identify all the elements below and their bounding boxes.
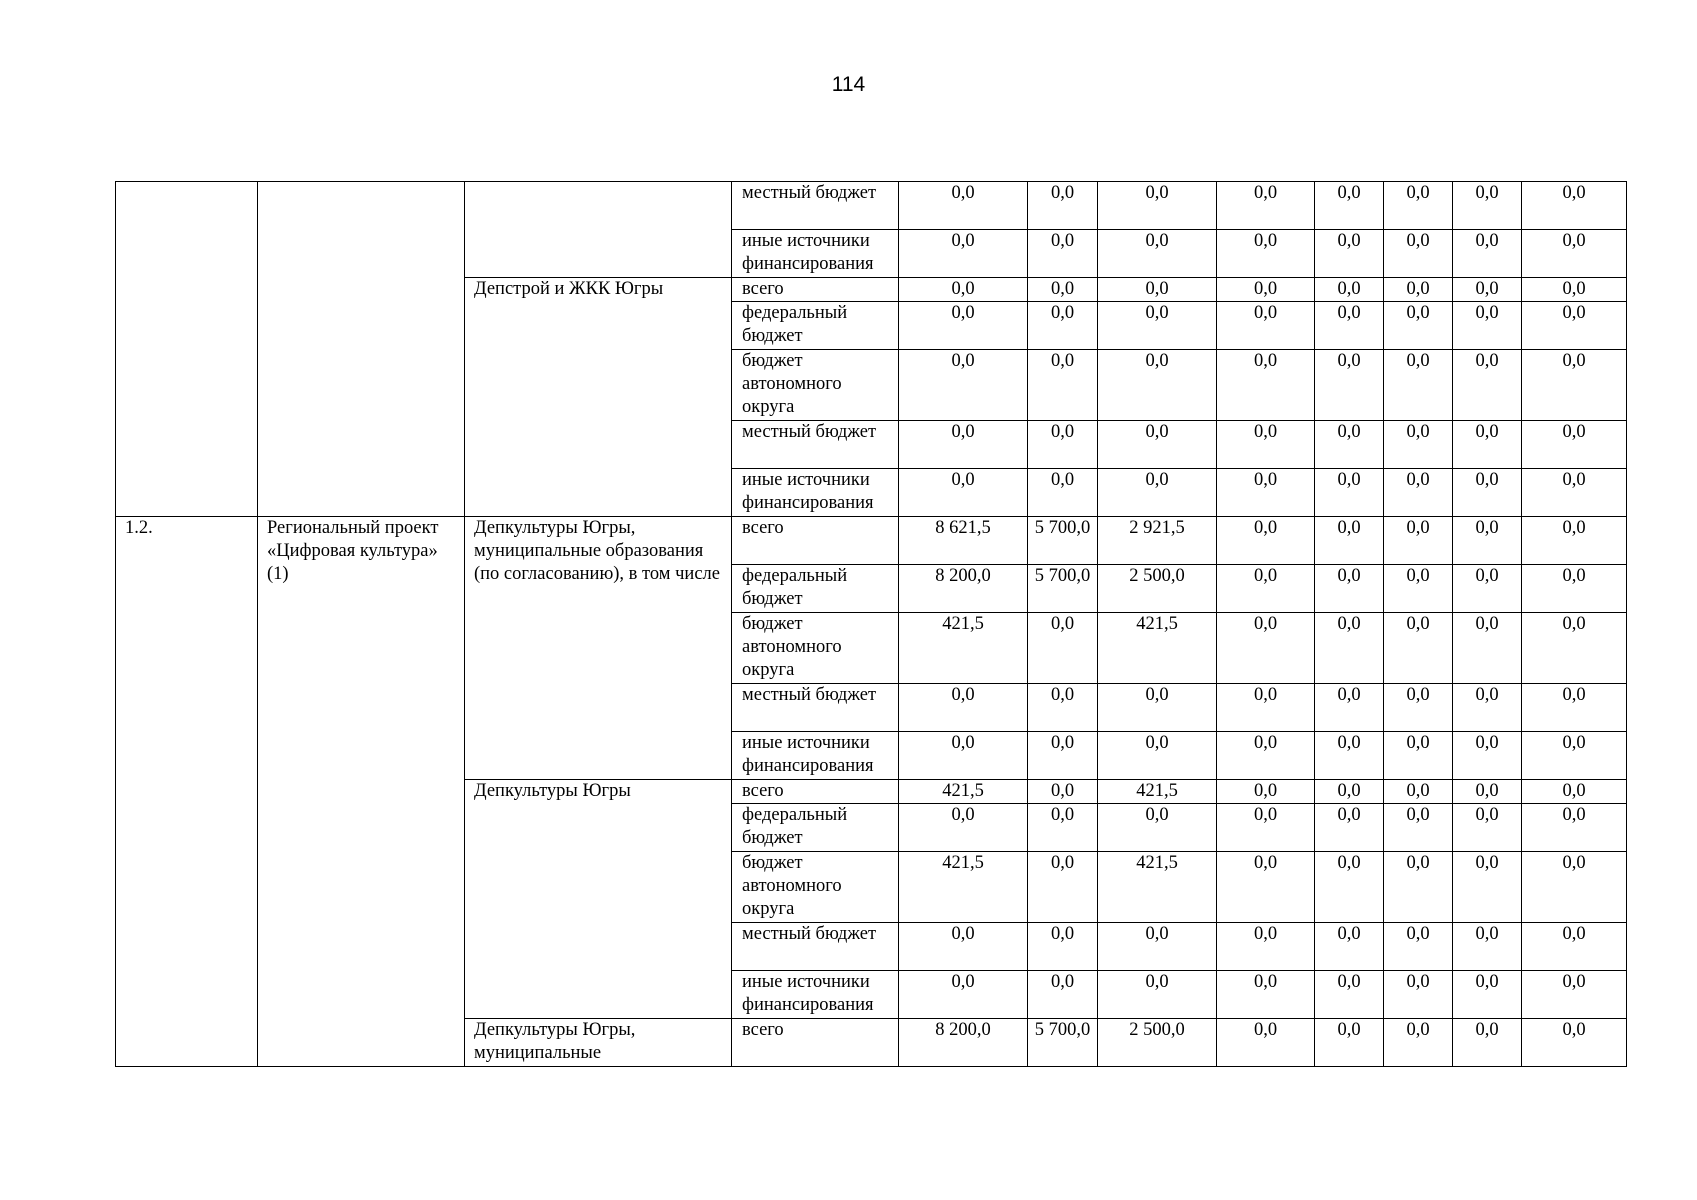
value-cell: 0,0 (1315, 565, 1384, 613)
value-cell: 0,0 (1028, 421, 1098, 469)
value-cell: 0,0 (1028, 923, 1098, 971)
value-cell: 0,0 (899, 278, 1028, 302)
value-cell: 0,0 (1217, 732, 1315, 780)
value-cell: 0,0 (1028, 350, 1098, 421)
value-cell: 0,0 (1098, 278, 1217, 302)
value-cell: 0,0 (1217, 350, 1315, 421)
value-cell: 0,0 (1453, 565, 1522, 613)
value-cell: 0,0 (1098, 732, 1217, 780)
value-cell: 0,0 (1098, 469, 1217, 517)
value-cell: 0,0 (1028, 684, 1098, 732)
value-cell: 0,0 (1384, 852, 1453, 923)
value-cell: 0,0 (1315, 684, 1384, 732)
value-cell: 8 200,0 (899, 565, 1028, 613)
value-cell: 0,0 (1522, 278, 1627, 302)
source-cell: местный бюджет (732, 923, 899, 971)
value-cell: 0,0 (1217, 804, 1315, 852)
value-cell: 0,0 (1384, 469, 1453, 517)
value-cell: 0,0 (1522, 1019, 1627, 1067)
table-row (116, 182, 1627, 230)
value-cell: 0,0 (1098, 350, 1217, 421)
value-cell: 0,0 (1217, 469, 1315, 517)
value-cell: 0,0 (1453, 302, 1522, 350)
value-cell: 0,0 (899, 421, 1028, 469)
budget-table (115, 181, 1627, 1067)
value-cell: 0,0 (899, 302, 1028, 350)
value-cell: 0,0 (1028, 469, 1098, 517)
value-cell: 0,0 (1453, 732, 1522, 780)
value-cell: 0,0 (1453, 613, 1522, 684)
value-cell: 0,0 (1522, 780, 1627, 804)
value-cell: 0,0 (1217, 302, 1315, 350)
value-cell: 0,0 (1384, 421, 1453, 469)
value-cell: 0,0 (1453, 923, 1522, 971)
value-cell: 0,0 (1384, 1019, 1453, 1067)
value-cell: 0,0 (899, 923, 1028, 971)
value-cell: 421,5 (899, 780, 1028, 804)
value-cell: 0,0 (1453, 469, 1522, 517)
value-cell: 0,0 (1453, 182, 1522, 230)
value-cell: 0,0 (1453, 278, 1522, 302)
value-cell: 0,0 (1384, 613, 1453, 684)
value-cell: 0,0 (1217, 1019, 1315, 1067)
value-cell: 0,0 (1315, 230, 1384, 278)
value-cell: 421,5 (1098, 780, 1217, 804)
value-cell: 0,0 (1522, 923, 1627, 971)
value-cell: 0,0 (1315, 278, 1384, 302)
source-cell: всего (732, 780, 899, 804)
value-cell: 0,0 (1217, 923, 1315, 971)
executor-cell: Депстрой и ЖКК Югры (465, 278, 732, 517)
value-cell: 0,0 (1315, 852, 1384, 923)
value-cell: 0,0 (1217, 565, 1315, 613)
value-cell: 2 500,0 (1098, 1019, 1217, 1067)
source-cell: местный бюджет (732, 182, 899, 230)
value-cell: 0,0 (1522, 804, 1627, 852)
value-cell: 421,5 (1098, 613, 1217, 684)
item-number: 1.2. (116, 517, 258, 1067)
value-cell: 0,0 (1384, 732, 1453, 780)
value-cell: 0,0 (899, 469, 1028, 517)
value-cell: 0,0 (1453, 780, 1522, 804)
value-cell: 0,0 (899, 230, 1028, 278)
value-cell: 0,0 (899, 732, 1028, 780)
executor-cell: Депкультуры Югры, муниципальные образования (по согласованию), в том числе (465, 517, 732, 780)
value-cell: 0,0 (1315, 350, 1384, 421)
source-cell: местный бюджет (732, 421, 899, 469)
value-cell: 0,0 (1384, 230, 1453, 278)
value-cell: 0,0 (1522, 684, 1627, 732)
value-cell: 0,0 (1384, 517, 1453, 565)
value-cell: 0,0 (899, 182, 1028, 230)
value-cell: 0,0 (1453, 421, 1522, 469)
value-cell: 5 700,0 (1028, 517, 1098, 565)
value-cell: 0,0 (1453, 971, 1522, 1019)
value-cell: 0,0 (1217, 230, 1315, 278)
value-cell: 0,0 (1522, 182, 1627, 230)
value-cell: 0,0 (1028, 732, 1098, 780)
value-cell: 0,0 (1384, 278, 1453, 302)
value-cell: 0,0 (1453, 1019, 1522, 1067)
value-cell: 0,0 (1384, 971, 1453, 1019)
executor-cell: Депкультуры Югры (465, 780, 732, 1019)
value-cell: 0,0 (1028, 182, 1098, 230)
value-cell: 0,0 (1028, 971, 1098, 1019)
value-cell: 0,0 (1315, 517, 1384, 565)
value-cell: 0,0 (899, 971, 1028, 1019)
value-cell: 0,0 (1315, 971, 1384, 1019)
source-cell: иные источники финансирования (732, 230, 899, 278)
value-cell: 0,0 (1384, 923, 1453, 971)
source-cell: иные источники финансирования (732, 732, 899, 780)
source-cell: бюджет автономного округа (732, 350, 899, 421)
value-cell: 0,0 (1384, 780, 1453, 804)
value-cell: 0,0 (1098, 923, 1217, 971)
value-cell: 0,0 (1315, 613, 1384, 684)
value-cell: 0,0 (1028, 780, 1098, 804)
value-cell: 5 700,0 (1028, 565, 1098, 613)
item-number-cell-empty (116, 182, 258, 517)
source-cell: федеральный бюджет (732, 302, 899, 350)
value-cell: 421,5 (899, 852, 1028, 923)
value-cell: 0,0 (1453, 230, 1522, 278)
value-cell: 0,0 (1522, 852, 1627, 923)
value-cell: 0,0 (1098, 230, 1217, 278)
value-cell: 0,0 (1522, 517, 1627, 565)
value-cell: 8 200,0 (899, 1019, 1028, 1067)
source-cell: федеральный бюджет (732, 565, 899, 613)
source-cell: местный бюджет (732, 684, 899, 732)
value-cell: 0,0 (1217, 780, 1315, 804)
value-cell: 2 921,5 (1098, 517, 1217, 565)
value-cell: 421,5 (899, 613, 1028, 684)
value-cell: 0,0 (1028, 613, 1098, 684)
value-cell: 0,0 (1453, 350, 1522, 421)
value-cell: 2 500,0 (1098, 565, 1217, 613)
value-cell: 0,0 (1217, 421, 1315, 469)
value-cell: 0,0 (1217, 613, 1315, 684)
value-cell: 0,0 (1384, 182, 1453, 230)
source-cell: бюджет автономного округа (732, 613, 899, 684)
value-cell: 0,0 (1522, 613, 1627, 684)
value-cell: 0,0 (1522, 469, 1627, 517)
value-cell: 0,0 (1028, 804, 1098, 852)
value-cell: 0,0 (1453, 804, 1522, 852)
value-cell: 0,0 (1522, 230, 1627, 278)
value-cell: 0,0 (1098, 804, 1217, 852)
value-cell: 0,0 (1315, 804, 1384, 852)
value-cell: 0,0 (1453, 852, 1522, 923)
value-cell: 0,0 (1028, 278, 1098, 302)
source-cell: бюджет автономного округа (732, 852, 899, 923)
value-cell: 0,0 (899, 350, 1028, 421)
source-cell: всего (732, 1019, 899, 1067)
value-cell: 0,0 (1098, 421, 1217, 469)
value-cell: 0,0 (1522, 350, 1627, 421)
value-cell: 0,0 (1098, 971, 1217, 1019)
value-cell: 0,0 (899, 684, 1028, 732)
executor-cell-empty (465, 182, 732, 278)
value-cell: 0,0 (1315, 182, 1384, 230)
executor-cell: Депкультуры Югры, муниципальные (465, 1019, 732, 1067)
value-cell: 0,0 (1217, 684, 1315, 732)
value-cell: 0,0 (1217, 278, 1315, 302)
source-cell: иные источники финансирования (732, 971, 899, 1019)
value-cell: 0,0 (1217, 182, 1315, 230)
value-cell: 0,0 (1384, 350, 1453, 421)
value-cell: 0,0 (1384, 565, 1453, 613)
budget-table-body (116, 182, 1627, 1067)
value-cell: 0,0 (1028, 302, 1098, 350)
value-cell: 0,0 (1315, 469, 1384, 517)
value-cell: 0,0 (1384, 804, 1453, 852)
table-row (116, 517, 1627, 565)
source-cell: иные источники финансирования (732, 469, 899, 517)
value-cell: 5 700,0 (1028, 1019, 1098, 1067)
source-cell: всего (732, 278, 899, 302)
value-cell: 0,0 (1028, 852, 1098, 923)
source-cell: федеральный бюджет (732, 804, 899, 852)
value-cell: 0,0 (1522, 732, 1627, 780)
value-cell: 0,0 (1453, 517, 1522, 565)
value-cell: 8 621,5 (899, 517, 1028, 565)
value-cell: 0,0 (1098, 182, 1217, 230)
item-title: Региональный проект «Цифровая культура» (1) (258, 517, 465, 1067)
value-cell: 0,0 (1098, 684, 1217, 732)
value-cell: 0,0 (1522, 302, 1627, 350)
value-cell: 0,0 (899, 804, 1028, 852)
value-cell: 0,0 (1315, 923, 1384, 971)
page-number: 114 (831, 73, 866, 96)
value-cell: 0,0 (1522, 421, 1627, 469)
value-cell: 0,0 (1315, 302, 1384, 350)
value-cell: 0,0 (1315, 421, 1384, 469)
value-cell: 0,0 (1315, 732, 1384, 780)
value-cell: 0,0 (1522, 971, 1627, 1019)
value-cell: 0,0 (1217, 971, 1315, 1019)
value-cell: 0,0 (1522, 565, 1627, 613)
value-cell: 421,5 (1098, 852, 1217, 923)
value-cell: 0,0 (1315, 1019, 1384, 1067)
value-cell: 0,0 (1315, 780, 1384, 804)
value-cell: 0,0 (1217, 852, 1315, 923)
value-cell: 0,0 (1384, 684, 1453, 732)
source-cell: всего (732, 517, 899, 565)
value-cell: 0,0 (1028, 230, 1098, 278)
value-cell: 0,0 (1217, 517, 1315, 565)
value-cell: 0,0 (1098, 302, 1217, 350)
value-cell: 0,0 (1384, 302, 1453, 350)
item-title-cell-empty (258, 182, 465, 517)
value-cell: 0,0 (1453, 684, 1522, 732)
